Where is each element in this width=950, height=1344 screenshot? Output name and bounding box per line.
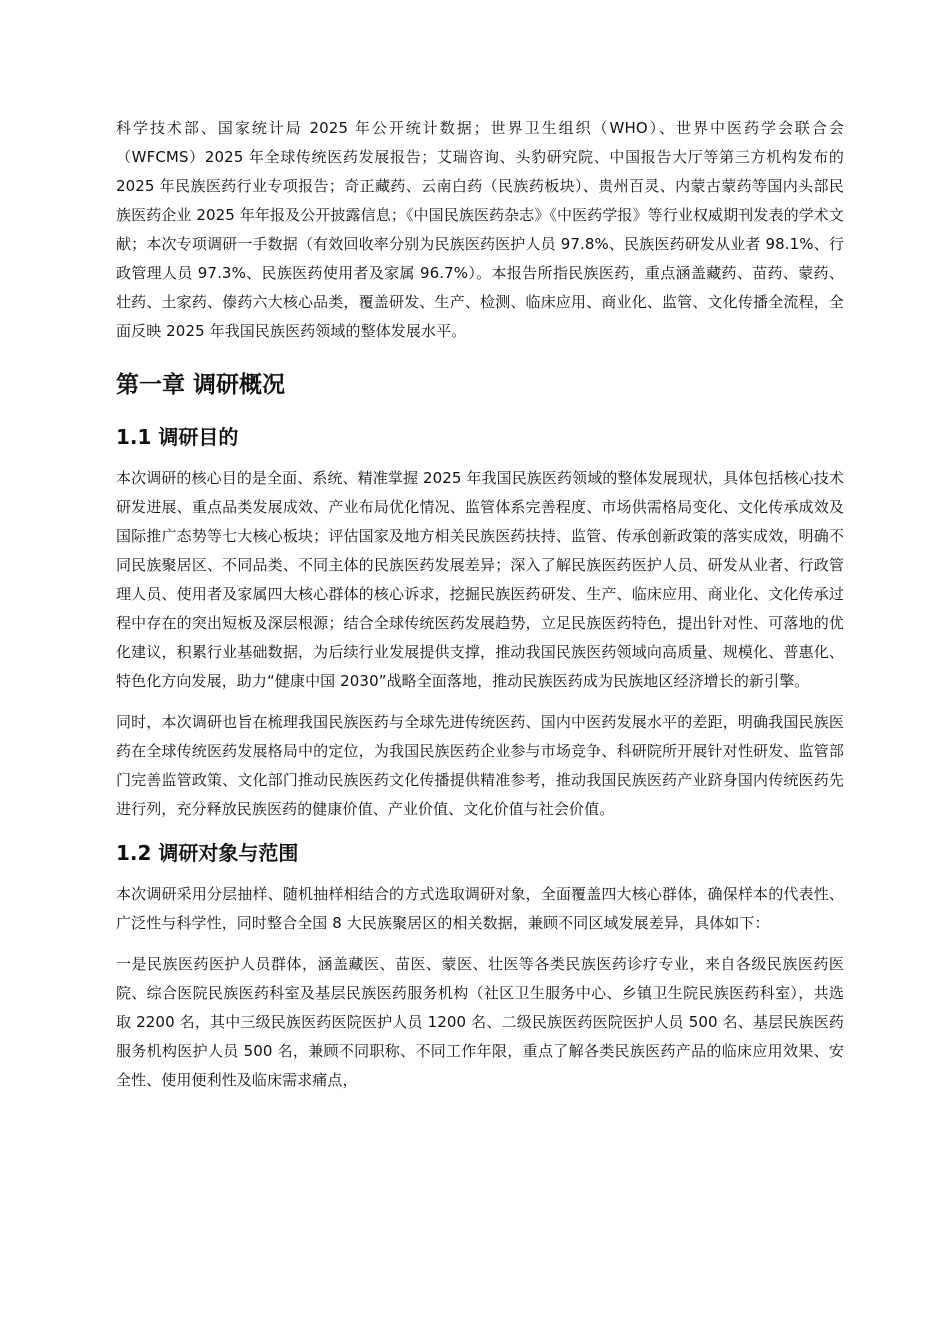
document-body bbox=[116, 114, 844, 1107]
intro-sources-paragraph: 科学技术部、国家统计局 2025 年公开统计数据；世界卫生组织（WHO）、世界中医药学会联合会（WFCMS）2025 年全球传统医药发展报告；艾瑞咨询、头豹研究院、中国报告大厅等第三方机构发布的 2025 年民族医药行业专项报告；奇正藏药、云南白药（民族药板块）、贵州百灵、内蒙古蒙药等国内头部民族医药企业 2025 年年报及公开披露信息；《中国民族医药杂志》《中医药学报》等行业权威期刊发表的学术文献；本次专项调研一手数据（有效回收率分别为民族医药医护人员 97.8%、民族医药研发从业者 98.1%、行政管理人员 97.3%、民族医药使用者及家属 96.7%）。本报告所指民族医药，重点涵盖藏药、苗药、蒙药、壮药、土家药、傣药六大核心品类，覆盖研发、生产、检测、临床应用、商业化、监管、文化传播全流程，全面反映 2025 年我国民族医药领域的整体发展水平。 bbox=[116, 119, 844, 340]
purpose-paragraph-2: 同时，本次调研也旨在梳理我国民族医药与全球先进传统医药、国内中医药发展水平的差距，明确我国民族医药在全球传统医药发展格局中的定位，为我国民族医药企业参与市场竞争、科研院所开展针对性研发、监管部门完善监管政策、文化部门推动民族医药文化传播提供精准参考，推动我国民族医药产业跻身国内传统医药先进行列，充分释放民族医药的健康价值、产业价值、文化价值与社会价值。 bbox=[116, 713, 844, 818]
section-title-scope: 1.2 调研对象与范围 bbox=[116, 841, 299, 865]
scope-paragraph-2: 一是民族医药医护人员群体，涵盖藏医、苗医、蒙医、壮医等各类民族医药诊疗专业，来自各级民族医药医院、综合医院民族医药科室及基层民族医药服务机构（社区卫生服务中心、乡镇卫生院民族医药科室），共选取 2200 名，其中三级民族医药医院医护人员 1200 名、二级民族医药医院医护人员 500 名、基层民族医药服务机构医护人员 500 名，兼顾不同职称、不同工作年限，重点了解各类民族医药产品的临床应用效果、安全性、使用便利性及临床需求痛点， bbox=[116, 955, 844, 1089]
purpose-paragraph-1: 本次调研的核心目的是全面、系统、精准掌握 2025 年我国民族医药领域的整体发展现状，具体包括核心技术研发进展、重点品类发展成效、产业布局优化情况、监管体系完善程度、市场供需格局变化、文化传承成效及国际推广态势等七大核心板块；评估国家及地方相关民族医药扶持、监管、传承创新政策的落实成效，明确不同民族聚居区、不同品类、不同主体的民族医药发展差异；深入了解民族医药医护人员、研发从业者、行政管理人员、使用者及家属四大核心群体的核心诉求，挖掘民族医药研发、生产、临床应用、商业化、文化传承过程中存在的突出短板及深层根源；结合全球传统医药发展趋势，立足民族医药特色，提出针对性、可落地的优化建议，积累行业基础数据，为后续行业发展提供支撑，推动我国民族医药领域向高质量、规模化、普惠化、特色化方向发展，助力“健康中国 2030”战略全面落地，推动民族医药成为民族地区经济增长的新引擎。 bbox=[116, 469, 844, 690]
chapter-title: 第一章 调研概况 bbox=[116, 372, 286, 398]
section-title-purpose: 1.1 调研目的 bbox=[116, 425, 239, 449]
scope-paragraph-1: 本次调研采用分层抽样、随机抽样相结合的方式选取调研对象，全面覆盖四大核心群体，确保样本的代表性、广泛性与科学性，同时整合全国 8 大民族聚居区的相关数据，兼顾不同区域发展差异，具体如下： bbox=[116, 885, 844, 932]
